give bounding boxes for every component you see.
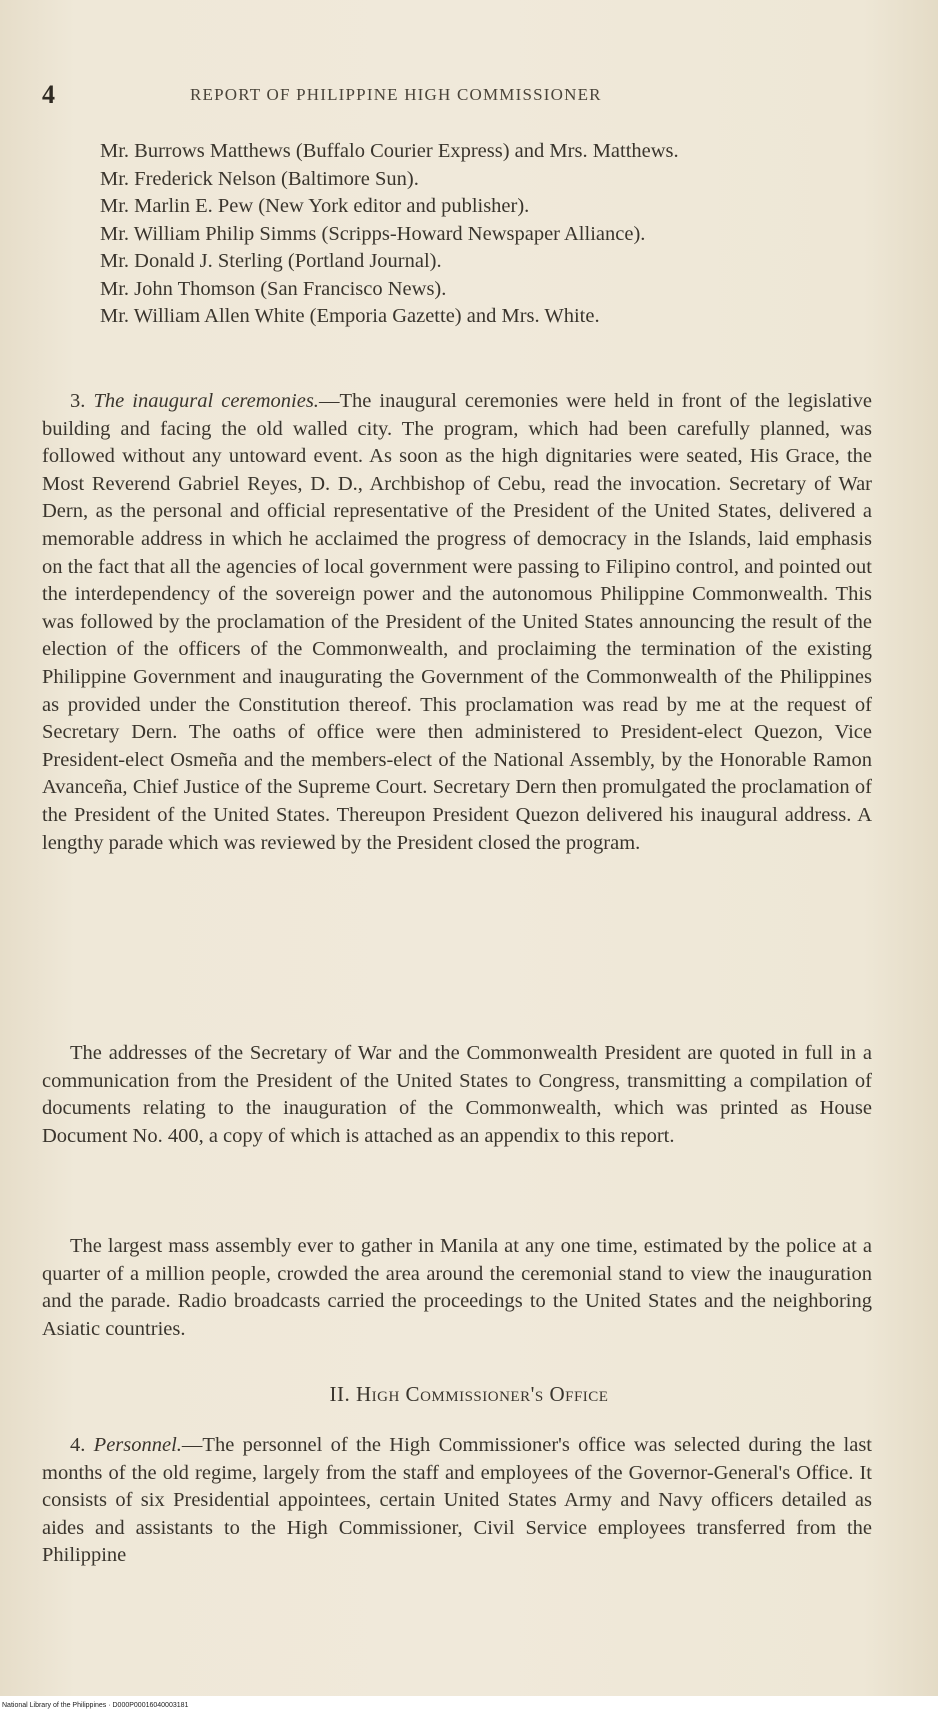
- section-heading: II. High Commissioner's Office: [329, 1382, 609, 1406]
- paragraph-addresses: The addresses of the Secretary of War and the Commonwealth President are quoted in full in a communication from the President of the United States to Congress, transmitting a compilation of documents relating to the inauguration of the Commonwealth, which was printed as House Document No. 400, a copy of which is attached as an appendix to this report.: [42, 1042, 872, 1147]
- paragraph-body: —The personnel of the High Commissioner's office was selected during the last months of the old regime, largely from the staff and employees of the Governor-General's Office. It consists of six Presidential appointees, certain United States Army and Navy officers detailed as aides and assistants to the High Commissioner, Civil Service employees transferred from the Philippine: [42, 1434, 872, 1567]
- page-header: [42, 80, 872, 110]
- scan-label: National Library of the Philippines · D000P00016040003181: [2, 1702, 189, 1709]
- scan-footer: [0, 1696, 938, 1710]
- paragraph-title: Personnel.: [93, 1434, 182, 1456]
- paragraph-mass-assembly: The largest mass assembly ever to gather in Manila at any one time, estimated by the police at a quarter of a million people, crowded the area around the ceremonial stand to view the inauguration and the parade. Radio broadcasts carried the proceedings to the United States and the neighboring Asiatic countries.: [42, 1235, 872, 1340]
- paragraph-body: —The inaugural ceremonies were held in front of the legislative building and facing the old walled city. The program, which had been carefully planned, was followed without any untoward event. As soon as the high dignitaries were seated, His Grace, the Most Reverend Gabriel Reyes, D. D., Archbishop of Cebu, read the invocation. Secretary of War Dern, as the personal and official representative of the President of the United States, delivered a memorable address in which he acclaimed the progress of democracy in the Islands, laid emphasis on the fact that all the agencies of local government were passing to Filipino control, and pointed out the interdependency of the sovereign power and the autonomous Philippine Commonwealth. This was followed by the proclamation of the President of the United States announcing the result of the election of the officers of the Commonwealth, and proclaiming the termination of the existing Philippine Government and inaugurating the Government of the Commonwealth of the Philippines as provided under the Constitution thereof. This proclamation was read by me at the request of Secretary Dern. The oaths of office were then administered to President-elect Quezon, Vice President-elect Osmeña and the members-elect of the National Assembly, by the Honorable Ramon Avanceña, Chief Justice of the Supreme Court. Secretary Dern then promulgated the proclamation of the President of the United States. Thereupon President Quezon delivered his inaugural address. A lengthy parade which was reviewed by the President closed the program.: [42, 390, 873, 854]
- list-item: Mr. John Thomson (San Francisco News).: [100, 277, 447, 300]
- list-item: Mr. Donald J. Sterling (Portland Journal).: [100, 250, 442, 272]
- paragraph-number: 3.: [70, 390, 94, 412]
- paragraph-title: The inaugural ceremonies.: [93, 390, 319, 412]
- list-item: Mr. Marlin E. Pew (New York editor and publisher).: [100, 195, 530, 217]
- attendee-list: [100, 138, 872, 331]
- paragraph-number: 4.: [70, 1434, 94, 1456]
- list-item: Mr. Frederick Nelson (Baltimore Sun).: [100, 167, 419, 190]
- paragraph-personnel: [42, 1432, 872, 1570]
- page-number: 4: [42, 80, 55, 109]
- list-item: Mr. William Allen White (Emporia Gazette) and Mrs. White.: [100, 305, 600, 327]
- list-item: Mr. Burrows Matthews (Buffalo Courier Express) and Mrs. Matthews.: [100, 140, 679, 162]
- list-item: Mr. William Philip Simms (Scripps-Howard Newspaper Alliance).: [100, 222, 646, 245]
- paragraph-inaugural-ceremonies: [42, 388, 872, 857]
- running-head: REPORT OF PHILIPPINE HIGH COMMISSIONER: [190, 85, 602, 104]
